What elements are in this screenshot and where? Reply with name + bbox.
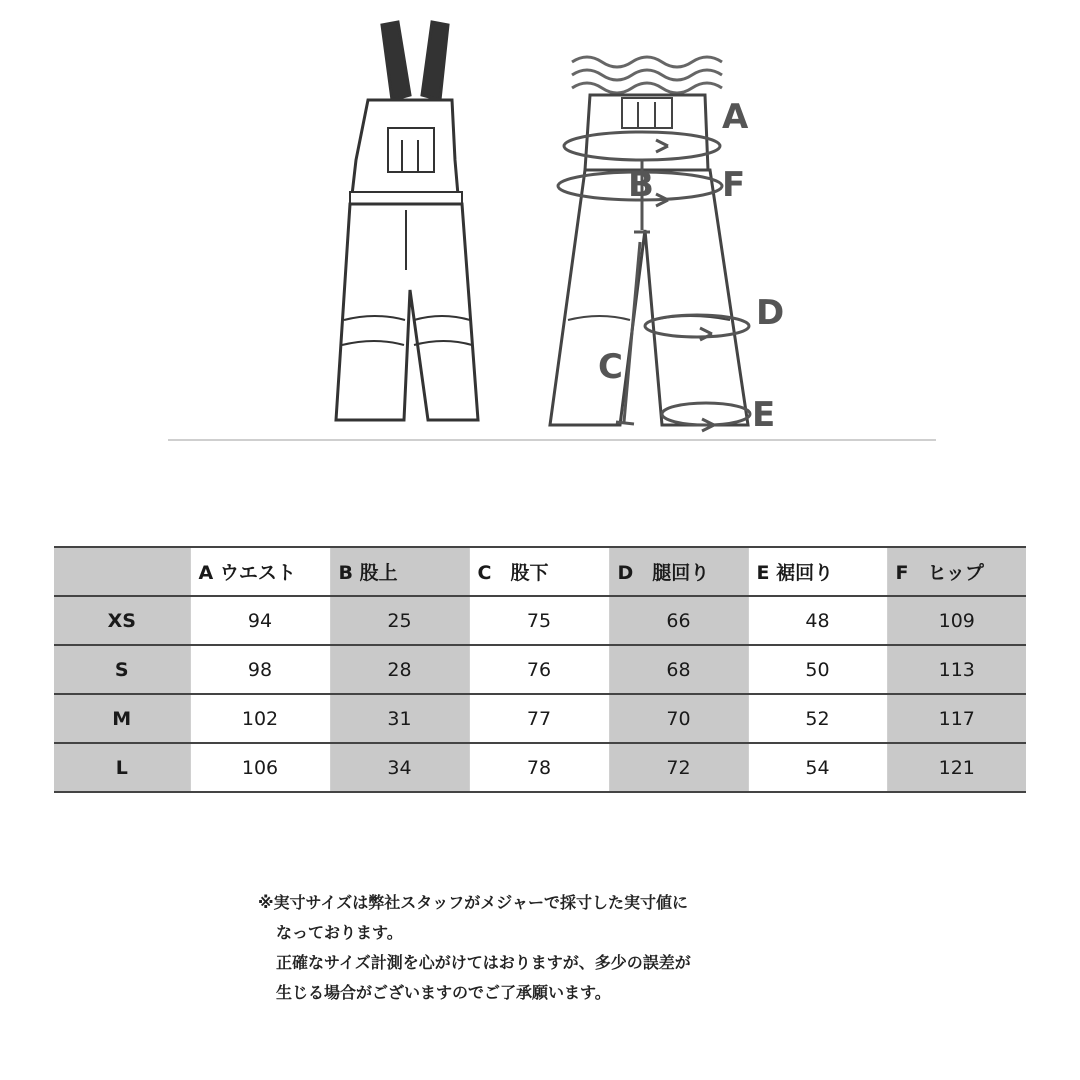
label-e: E: [752, 395, 776, 435]
measurement-note: [258, 888, 818, 1008]
note-line-3: 正確なサイズ計測を心がけてはおりますが、多少の誤差が: [276, 953, 691, 972]
header-e-hem: E 裾回り: [748, 547, 887, 596]
note-line-1: ※実寸サイズは弊社スタッフがメジャーで採寸した実寸値に: [258, 893, 688, 912]
cell-e: 54: [748, 743, 887, 792]
label-d: D: [756, 293, 785, 333]
cell-a: 106: [190, 743, 330, 792]
cell-f: 121: [887, 743, 1026, 792]
cell-b: 28: [330, 645, 469, 694]
table-row: [54, 694, 1026, 743]
cell-f: 113: [887, 645, 1026, 694]
header-b-rise: B 股上: [330, 547, 469, 596]
header-a-waist: A ウエスト: [190, 547, 330, 596]
header-corner: [54, 547, 190, 596]
table-row: [54, 596, 1026, 645]
cell-a: 102: [190, 694, 330, 743]
size-label: M: [54, 694, 190, 743]
cell-b: 34: [330, 743, 469, 792]
cell-b: 31: [330, 694, 469, 743]
cell-c: 75: [469, 596, 609, 645]
size-label: L: [54, 743, 190, 792]
header-c-inseam: C 股下: [469, 547, 609, 596]
size-label: XS: [54, 596, 190, 645]
cell-a: 94: [190, 596, 330, 645]
cell-c: 78: [469, 743, 609, 792]
table-header-row: [54, 547, 1026, 596]
header-d-thigh: D 腿回り: [609, 547, 748, 596]
label-a: A: [722, 97, 749, 137]
overalls-measure-view: [550, 57, 748, 425]
cell-d: 70: [609, 694, 748, 743]
cell-b: 25: [330, 596, 469, 645]
note-line-4: 生じる場合がございますのでご了承願います。: [276, 983, 611, 1002]
overalls-front-view: [336, 22, 478, 420]
cell-f: 117: [887, 694, 1026, 743]
table-row: [54, 645, 1026, 694]
cell-e: 50: [748, 645, 887, 694]
header-f-hip: F ヒップ: [887, 547, 1026, 596]
cell-e: 48: [748, 596, 887, 645]
table-row: [54, 743, 1026, 792]
size-table: [54, 546, 1026, 793]
size-label: S: [54, 645, 190, 694]
cell-e: 52: [748, 694, 887, 743]
cell-d: 68: [609, 645, 748, 694]
right-strap: [422, 22, 448, 100]
waist-band: [350, 192, 462, 204]
label-f: F: [722, 165, 746, 205]
label-c: C: [598, 347, 623, 387]
cell-f: 109: [887, 596, 1026, 645]
label-b: B: [628, 165, 654, 205]
cell-c: 77: [469, 694, 609, 743]
cell-d: 72: [609, 743, 748, 792]
cell-a: 98: [190, 645, 330, 694]
side-legs: [550, 170, 748, 425]
cell-c: 76: [469, 645, 609, 694]
left-strap: [382, 22, 410, 100]
overalls-illustration: [0, 0, 1080, 450]
note-line-2: なっております。: [276, 923, 403, 942]
cell-d: 66: [609, 596, 748, 645]
bib-pocket: [388, 128, 434, 172]
